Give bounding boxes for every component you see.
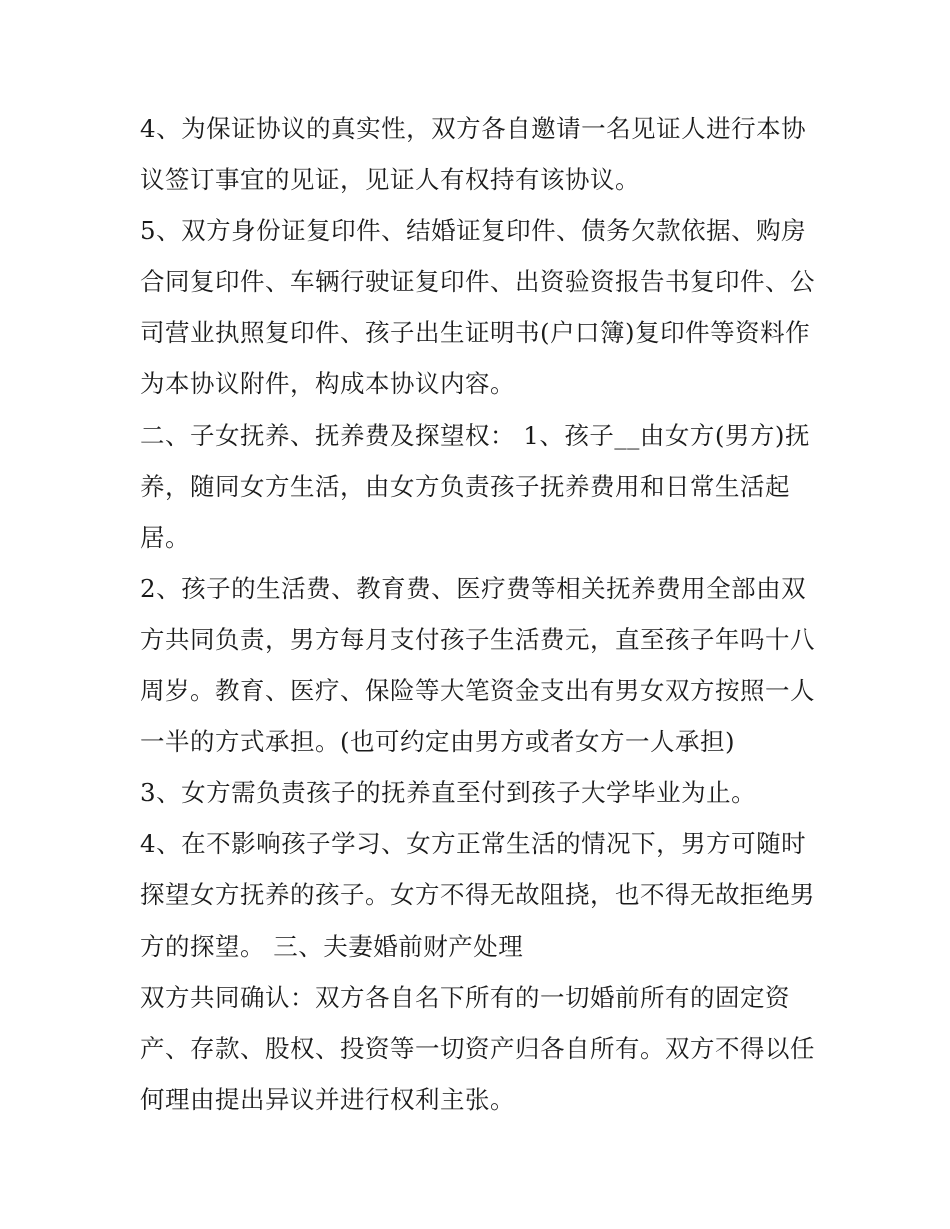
text-line: 一半的方式承担。(也可约定由男方或者女方一人承担) [140,727,736,757]
text-line: 周岁。教育、医疗、保险等大笔资金支出有男女双方按照一人 [140,676,815,706]
text-line: 产、存款、股权、投资等一切资产归各自所有。双方不得以任 [140,1033,815,1063]
text-line: 议签订事宜的见证，见证人有权持有该协议。 [140,165,640,195]
section-heading-line: 二、子女抚养、抚养费及探望权： 1、孩子__由女方(男方)抚 [140,420,810,450]
section-heading-line: 方的探望。 三、夫妻婚前财产处理 [140,931,524,961]
text-line: 司营业执照复印件、孩子出生证明书(户口簿)复印件等资料作 [140,318,811,348]
text-line: 为本协议附件，构成本协议内容。 [140,369,515,399]
text-line: 2、孩子的生活费、教育费、医疗费等相关抚养费用全部由双 [140,573,807,603]
text-line: 双方共同确认：双方各自名下所有的一切婚前所有的固定资 [140,982,790,1012]
text-line: 何理由提出异议并进行权利主张。 [140,1084,515,1114]
text-line: 养，随同女方生活，由女方负责孩子抚养费用和日常生活起 [140,471,790,501]
text-line: 4、在不影响孩子学习、女方正常生活的情况下，男方可随时 [140,829,807,859]
text-line: 方共同负责，男方每月支付孩子生活费元，直至孩子年吗十八 [140,624,815,654]
text-line: 居。 [140,522,190,552]
text-line: 4、为保证协议的真实性，双方各自邀请一名见证人进行本协 [140,114,807,143]
text-line: 3、女方需负责孩子的抚养直至付到孩子大学毕业为止。 [140,778,757,808]
text-line: 5、双方身份证复印件、结婚证复印件、债务欠款依据、购房 [140,216,807,246]
text-line: 探望女方抚养的孩子。女方不得无故阻挠，也不得无故拒绝男 [140,880,815,910]
text-line: 合同复印件、车辆行驶证复印件、出资验资报告书复印件、公 [140,267,815,297]
document-body [140,103,820,1125]
